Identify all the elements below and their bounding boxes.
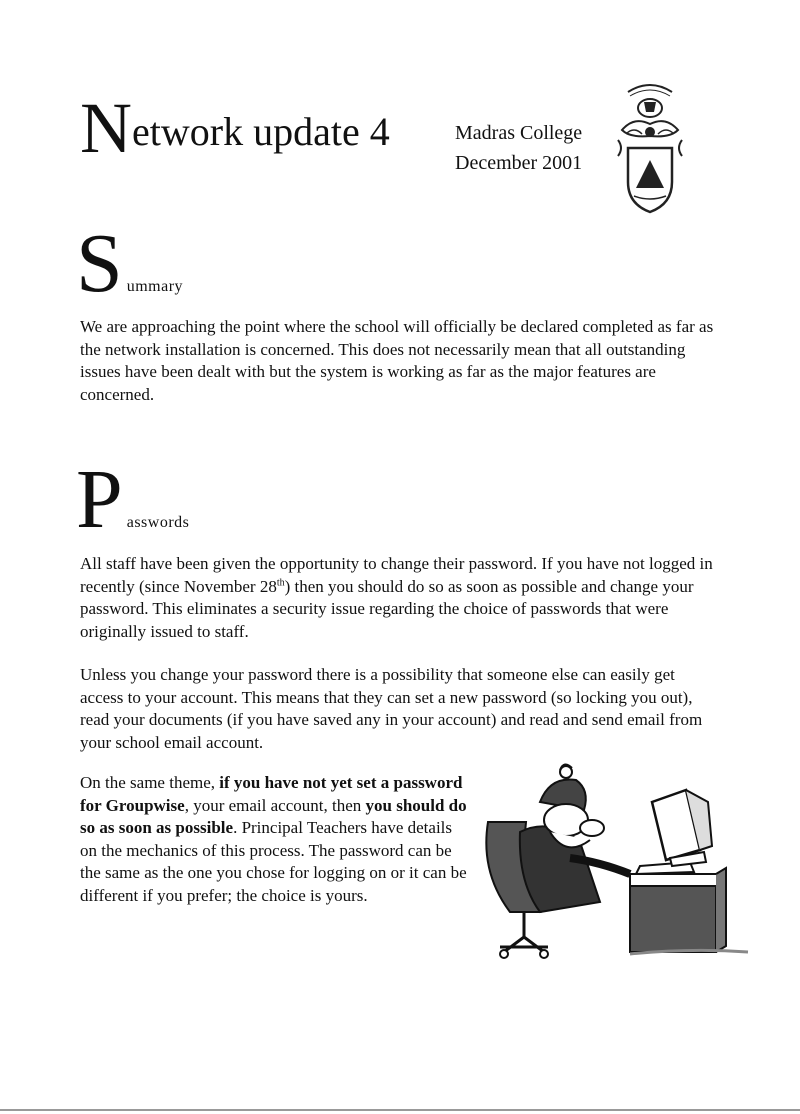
para1-superscript: th (276, 576, 285, 588)
passwords-paragraph-1 (80, 553, 720, 643)
issue-date: December 2001 (455, 152, 583, 174)
summary-drop-cap: S (76, 217, 123, 310)
para3-bold-1: if you have not yet set a password for Groupwise (80, 773, 463, 815)
para3-text-c: . Principal Teachers have details on the mechanics of this process. The password can be the same as the one you chose for logging on or it can be different if you prefer; the choice is yours. (80, 818, 467, 905)
para1-text-a: All staff have been given the opportunity to change their password. If you have not logged in recently (since November 28 (80, 554, 713, 596)
school-crest-icon (614, 78, 686, 216)
para3-text-b: , your email account, then (184, 795, 366, 815)
title-drop-cap: N (80, 88, 132, 168)
para1-text-b: ) then you should do so as soon as possible and change your password. This eliminates a security issue regarding the choice of passwords that were originally issued to staff. (80, 576, 694, 641)
passwords-heading (76, 453, 190, 546)
para3-bold-2: you should do so as soon as possible (80, 795, 467, 837)
school-info (455, 118, 582, 178)
passwords-paragraph-3 (80, 772, 470, 907)
summary-heading-text: ummary (126, 278, 184, 295)
santa-at-computer-icon (480, 762, 752, 962)
passwords-heading-text: asswords (126, 514, 190, 531)
summary-paragraph: We are approaching the point where the school will officially be declared completed as far as the network installation is concerned. This does not necessarily mean that all outstanding issues have been dealt with but the system is working as far as the major features are concerned. (80, 317, 714, 404)
para3-text-a: On the same theme, (80, 773, 220, 792)
page-bottom-edge (0, 1109, 800, 1111)
school-name: Madras College (455, 122, 583, 144)
passwords-paragraph-2: Unless you change your password there is a possibility that someone else can easily get access to your account. This means that they can set a new password (so locking you out), read your documents (if you have saved any in your account) and read and send email from your school email account. (80, 665, 703, 752)
passwords-drop-cap: P (76, 453, 123, 546)
summary-heading (76, 217, 184, 310)
title-text: etwork update 4 (132, 109, 390, 154)
page-title (80, 88, 390, 168)
